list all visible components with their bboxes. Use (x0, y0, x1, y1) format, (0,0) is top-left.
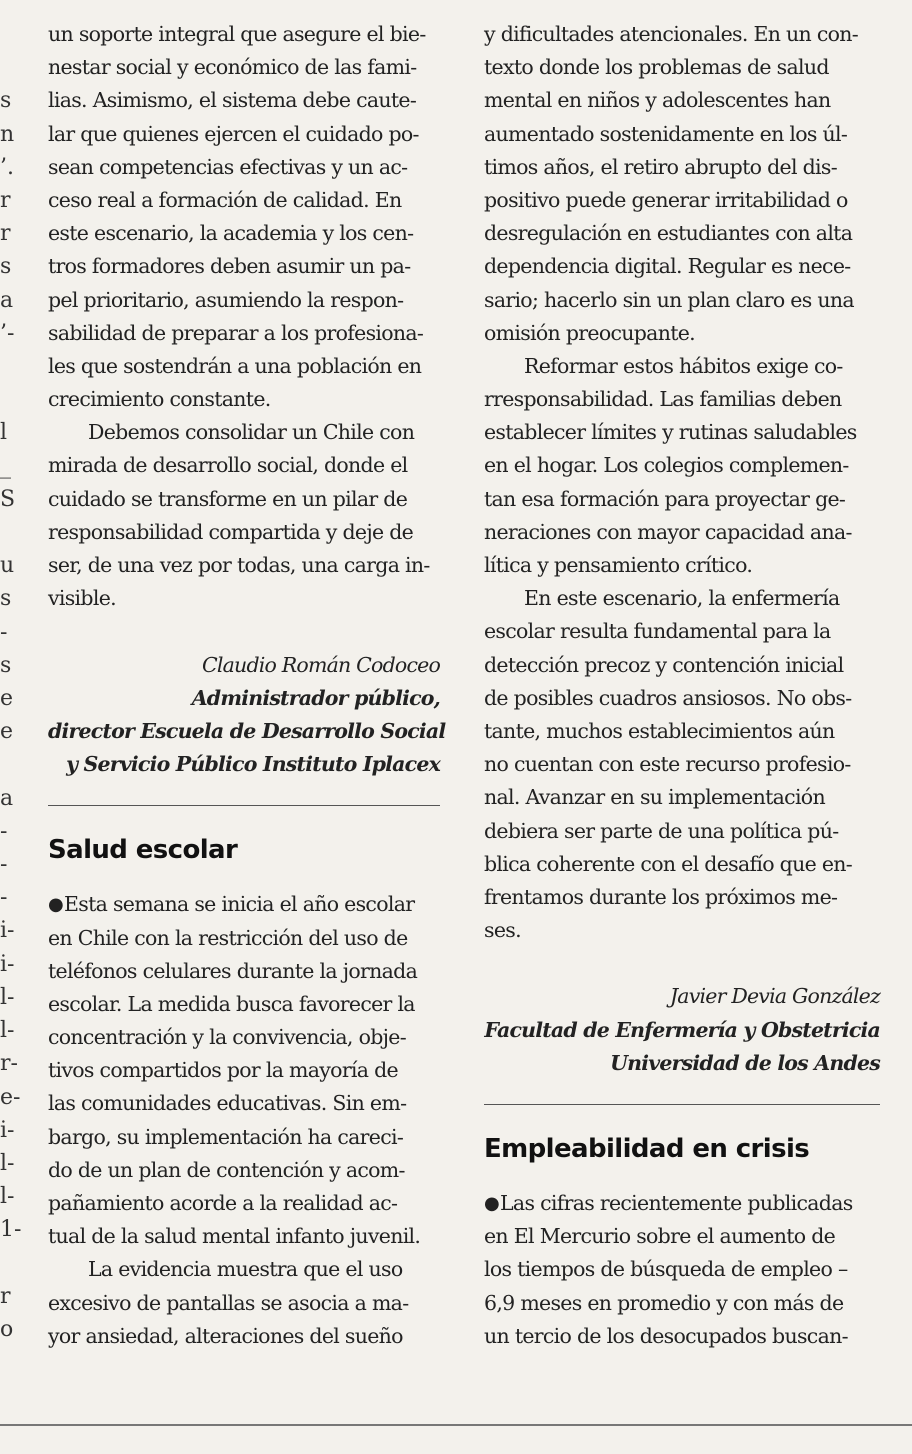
text-line-content: y dificultades atencionales. En un con- (484, 22, 859, 46)
bullet-icon: ● (48, 894, 64, 916)
text-line-content: Debemos consolidar un Chile con (88, 420, 415, 445)
text-line (48, 1054, 440, 1087)
text-line-content: escolar. La medida busca favorecer la (48, 991, 415, 1016)
edge-glyph: l- (0, 1150, 15, 1176)
text-line-content: sean competencias efectivas y un ac- (48, 154, 408, 179)
edge-glyph: s (0, 586, 12, 612)
text-line-content: un tercio de los desocupados buscan- (484, 1323, 848, 1348)
author-title: Administrador público, (191, 685, 440, 710)
text-line (484, 284, 880, 317)
edge-glyph (0, 51, 14, 84)
text-line (48, 1154, 440, 1187)
text-line (484, 151, 880, 184)
text-line (484, 1320, 880, 1353)
text-line (484, 1287, 880, 1320)
text-line-content: dependencia digital. Regular es nece- (484, 254, 851, 279)
author-affiliation: Universidad de los Andes (610, 1050, 880, 1075)
text-line (48, 922, 440, 955)
edge-glyph: l- (0, 984, 15, 1010)
article-paragraph (484, 18, 880, 350)
text-line (48, 84, 440, 117)
edge-glyph (0, 350, 14, 383)
text-line-content: en El Mercurio sobre el aumento de (484, 1224, 836, 1249)
text-line (48, 217, 440, 250)
edge-glyph: _ (0, 453, 11, 479)
text-line-content: aumentado sostenidamente en los úl- (484, 121, 848, 146)
text-line-content: tivos compartidos por la mayoría de (48, 1058, 398, 1083)
text-line (484, 748, 880, 781)
edge-glyph: r- (0, 1051, 18, 1077)
text-line (48, 1287, 440, 1320)
text-line-content: un soporte integral que asegure el bie- (48, 22, 426, 46)
edge-glyph: o (0, 1316, 14, 1342)
article-paragraph (484, 582, 880, 947)
edge-glyph: i- (0, 951, 15, 977)
edge-glyph: - (0, 619, 8, 645)
text-line (48, 449, 440, 482)
text-line-content: lias. Asimismo, el sistema debe caute- (48, 88, 417, 113)
section-divider (48, 805, 440, 806)
text-line-content: escolar resulta fundamental para la (484, 619, 831, 644)
text-line-content: Reformar estos hábitos exige co- (524, 353, 843, 378)
text-line (484, 914, 880, 947)
text-line (48, 317, 440, 350)
page-bottom-rule (0, 1424, 912, 1426)
text-line (484, 416, 880, 449)
text-line-content: ser, de una vez por todas, una carga in- (48, 553, 430, 577)
right-column (484, 18, 880, 1353)
edge-glyph: u (0, 553, 15, 579)
text-line (484, 18, 880, 51)
text-line-content: sario; hacerlo sin un plan claro es una (484, 287, 854, 312)
author-affiliation: Facultad de Enfermería y Obstetricia (484, 1017, 880, 1042)
text-line-content: timos años, el retiro abrupto del dis- (484, 154, 837, 179)
text-line (484, 250, 880, 283)
edge-glyph: ’- (0, 320, 15, 346)
edge-glyph: l- (0, 1018, 15, 1044)
bullet-icon: ● (484, 1193, 500, 1214)
edge-glyph: - (0, 885, 8, 911)
text-line (48, 1253, 440, 1286)
text-line-content: positivo puede generar irritabilidad o (484, 187, 848, 212)
article-paragraph (48, 18, 440, 416)
edge-glyph: r (0, 221, 11, 247)
edge-glyph: l (0, 420, 8, 446)
left-column (48, 18, 446, 1353)
text-line-content: blica coherente con el desafío que en- (484, 851, 853, 876)
text-line (484, 781, 880, 814)
text-line (484, 383, 880, 416)
text-line (48, 18, 440, 51)
edge-glyph (0, 18, 14, 51)
text-line-content: neraciones con mayor capacidad ana- (484, 519, 852, 544)
text-line (48, 184, 440, 217)
text-line-content: los tiempos de búsqueda de empleo – (484, 1257, 848, 1282)
text-line (48, 483, 440, 516)
text-line-content: en Chile con la restricción del uso de (48, 925, 408, 950)
text-line (48, 151, 440, 184)
text-line-content: bargo, su implementación ha careci- (48, 1124, 404, 1149)
text-line (484, 84, 880, 117)
text-line (48, 582, 440, 615)
section-title: Salud escolar (48, 835, 238, 866)
text-line-content: tan esa formación para proyectar ge- (484, 486, 846, 511)
text-line-content: pañamiento acorde a la realidad ac- (48, 1191, 398, 1215)
edge-glyph: a (0, 785, 14, 811)
section-divider (484, 1104, 880, 1105)
text-line-content: las comunidades educativas. Sin em- (48, 1091, 407, 1116)
edge-glyph: 1- (0, 1217, 22, 1243)
edge-glyph: e (0, 686, 14, 712)
edge-glyph (0, 516, 14, 549)
text-line (484, 881, 880, 914)
edge-glyph: a (0, 287, 14, 313)
edge-glyph: s (0, 254, 12, 280)
text-line-content: frentamos durante los próximos me- (484, 884, 838, 909)
author-name: Claudio Román Codoceo (201, 652, 440, 677)
text-line-content: crecimiento constante. (48, 387, 271, 412)
text-line-content: desregulación en estudiantes con alta (484, 221, 853, 246)
edge-glyph: S (0, 486, 16, 512)
text-line-content: responsabilidad compartida y deje de (48, 519, 414, 544)
text-line (484, 184, 880, 217)
text-line (48, 416, 440, 449)
text-line (48, 51, 440, 84)
text-line (484, 582, 880, 615)
edge-glyph: r (0, 188, 11, 214)
text-line (484, 118, 880, 151)
text-line-content: lítica y pensamiento crítico. (484, 553, 753, 577)
text-line-content: tros formadores deben asumir un pa- (48, 254, 411, 279)
text-line-content: debiera ser parte de una política pú- (484, 818, 839, 843)
text-line-content: teléfonos celulares durante la jornada (48, 958, 418, 983)
author-affiliation: y Servicio Público Instituto Iplacex (66, 752, 440, 777)
edge-glyph: - (0, 852, 8, 878)
text-line-content: 6,9 meses en promedio y con más de (484, 1290, 844, 1315)
text-line (484, 715, 880, 748)
text-line-content: visible. (48, 586, 116, 611)
text-line (484, 682, 880, 715)
text-line-content: sabilidad de preparar a los profesiona- (48, 320, 424, 345)
text-line-content: de posibles cuadros ansiosos. No obs- (484, 685, 852, 710)
text-line-content: no cuentan con este recurso profesio- (484, 752, 851, 777)
edge-glyph: r (0, 1283, 11, 1309)
text-line-content: excesivo de pantallas se asocia a ma- (48, 1290, 409, 1315)
author-name: Javier Devia González (669, 984, 880, 1009)
text-line (48, 284, 440, 317)
edge-glyph: l- (0, 1184, 15, 1210)
text-line-content: en el hogar. Los colegios complemen- (484, 453, 849, 478)
edge-glyph (0, 748, 14, 781)
text-line (48, 1187, 440, 1220)
edge-glyph: s (0, 652, 12, 678)
text-line-content: establecer límites y rutinas saludables (484, 420, 857, 445)
text-line (48, 988, 440, 1021)
text-line-content: cuidado se transforme en un pilar de (48, 486, 408, 511)
text-line-content: nestar social y económico de las fami- (48, 55, 417, 80)
text-line-content: detección precoz y contención inicial (484, 652, 844, 677)
edge-glyph (0, 383, 14, 416)
text-line (484, 815, 880, 848)
text-line-content: lar que quienes ejercen el cuidado po- (48, 121, 419, 146)
text-line-content: mental en niños y adolescentes han (484, 88, 831, 113)
text-line (48, 955, 440, 988)
text-line (48, 888, 440, 921)
text-line-content: texto donde los problemas de salud (484, 55, 829, 80)
previous-column-fragment (0, 0, 22, 1454)
text-line-content: ceso real a formación de calidad. En (48, 187, 402, 212)
text-line (48, 250, 440, 283)
text-line (484, 483, 880, 516)
text-line-content: yor ansiedad, alteraciones del sueño (48, 1323, 403, 1348)
text-line (48, 383, 440, 416)
text-line (484, 848, 880, 881)
section-title: Empleabilidad en crisis (484, 1134, 810, 1164)
text-line (484, 51, 880, 84)
text-line-content: rresponsabilidad. Las familias deben (484, 387, 842, 412)
text-line-content: concentración y la convivencia, obje- (48, 1025, 406, 1050)
text-line (484, 649, 880, 682)
text-line (484, 549, 880, 582)
text-line (48, 1087, 440, 1120)
text-line (484, 217, 880, 250)
text-line (48, 1220, 440, 1253)
text-line-content: mirada de desarrollo social, donde el (48, 453, 408, 478)
edge-glyph: e- (0, 1084, 21, 1110)
text-line (48, 1121, 440, 1154)
text-line-content: tual de la salud mental infanto juvenil. (48, 1224, 421, 1249)
text-line (48, 549, 440, 582)
text-line (484, 449, 880, 482)
text-line-content: ses. (484, 918, 521, 943)
text-line-content: En este escenario, la enfermería (524, 586, 840, 611)
text-line-content: Las cifras recientemente publicadas (500, 1191, 853, 1215)
edge-glyph: i- (0, 1117, 15, 1143)
text-line (484, 516, 880, 549)
article-paragraph (484, 1187, 880, 1353)
text-line (484, 350, 880, 383)
text-line-content: nal. Avanzar en su implementación (484, 785, 825, 810)
author-affiliation: director Escuela de Desarrollo Social (48, 718, 446, 743)
edge-glyph: i- (0, 918, 15, 944)
edge-glyph: n (0, 121, 15, 147)
text-line (484, 1187, 880, 1220)
article-paragraph (484, 350, 880, 582)
text-line (48, 350, 440, 383)
text-line (48, 1320, 440, 1353)
text-line-content: tante, muchos establecimientos aún (484, 718, 835, 743)
text-line-content: omisión preocupante. (484, 320, 695, 345)
text-line-content: do de un plan de contención y acom- (48, 1157, 405, 1182)
text-line (48, 118, 440, 151)
article-paragraph (48, 1253, 440, 1353)
text-line (48, 516, 440, 549)
text-line-content: Esta semana se inicia el año escolar (64, 892, 415, 917)
text-line (484, 317, 880, 350)
text-line-content: pel prioritario, asumiendo la respon- (48, 287, 404, 312)
text-line-content: La evidencia muestra que el uso (88, 1257, 403, 1282)
edge-glyph: s (0, 88, 12, 114)
text-line-content: este escenario, la academia y los cen- (48, 221, 414, 246)
edge-glyph (0, 1247, 14, 1280)
edge-glyph: e (0, 719, 14, 745)
text-line-content: les que sostendrán a una población en (48, 353, 422, 378)
article-paragraph (48, 888, 440, 1253)
text-line (48, 1021, 440, 1054)
edge-glyph: ’. (0, 154, 14, 180)
article-paragraph (48, 416, 440, 615)
text-line (484, 615, 880, 648)
text-line (484, 1220, 880, 1253)
text-line (484, 1253, 880, 1286)
edge-glyph: - (0, 818, 8, 844)
